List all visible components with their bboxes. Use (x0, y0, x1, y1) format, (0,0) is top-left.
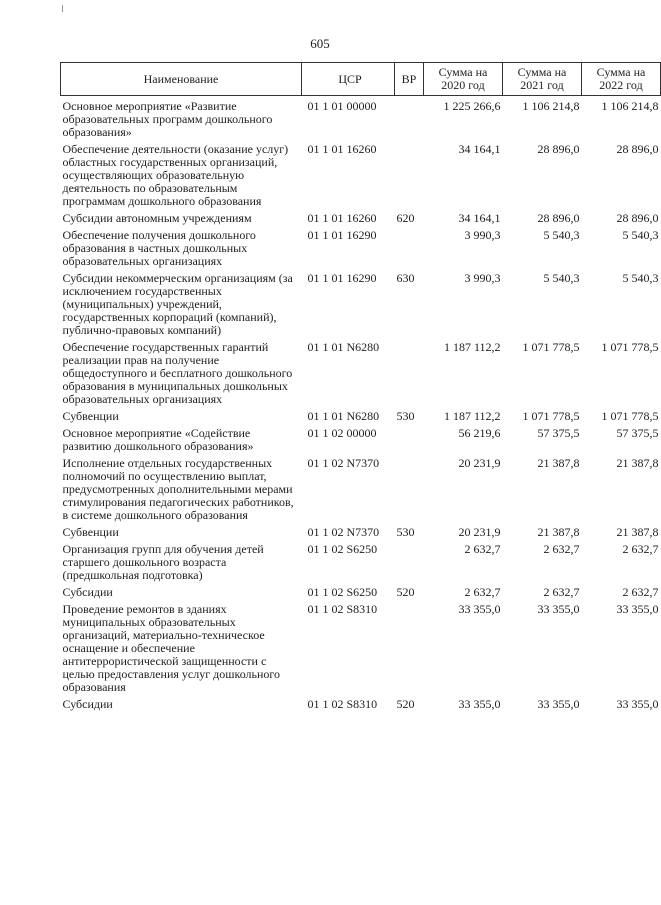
table-row (61, 522, 661, 539)
row-sum-2022: 21 387,8 (616, 525, 659, 539)
row-name: Исполнение отдельных государственных полномочий по осуществлению выплат, предусмотренных дополнительными мерами стимулирования педагогических работников, в системе дошкольного образования (62, 456, 294, 522)
row-name: Организация групп для обучения детей старшего дошкольного возраста (предшкольная подготовка) (62, 542, 264, 582)
row-sum-2020: 56 219,6 (458, 426, 501, 440)
row-sum-2021: 5 540,3 (543, 228, 580, 242)
row-csr: 01 1 01 16290 (307, 228, 377, 242)
row-sum-2020: 1 187 112,2 (443, 409, 501, 423)
header-sum-2022: Сумма на 2022 год (582, 63, 661, 96)
row-name: Основное мероприятие «Содействие развитию дошкольного образования» (62, 426, 254, 453)
table-body (61, 96, 661, 712)
header-name: Наименование (61, 63, 302, 96)
row-name: Субвенции (62, 525, 119, 539)
row-sum-2022: 1 106 214,8 (601, 99, 659, 113)
row-sum-2020: 20 231,9 (458, 456, 501, 470)
table-row (61, 208, 661, 225)
row-sum-2021: 57 375,5 (537, 426, 580, 440)
row-csr: 01 1 01 16290 (307, 271, 377, 285)
page-number: 605 (310, 36, 330, 51)
header-sum-2021: Сумма на 2021 год (503, 63, 582, 96)
row-sum-2021: 21 387,8 (537, 456, 580, 470)
row-vr: 520 (396, 585, 415, 599)
row-vr (395, 139, 424, 208)
row-sum-2022: 33 355,0 (616, 697, 659, 711)
row-csr: 01 1 01 N6280 (307, 340, 380, 354)
row-vr: 530 (396, 525, 415, 539)
row-sum-2021: 5 540,3 (543, 271, 580, 285)
row-vr (395, 599, 424, 694)
row-name: Субсидии автономным учреждениям (62, 211, 252, 225)
row-sum-2022: 2 632,7 (622, 585, 659, 599)
row-sum-2022: 1 071 778,5 (601, 340, 659, 354)
table-row (61, 268, 661, 337)
row-vr: 620 (396, 211, 415, 225)
row-sum-2022: 28 896,0 (616, 211, 659, 225)
row-sum-2022: 57 375,5 (616, 426, 659, 440)
row-vr (395, 225, 424, 268)
row-vr (395, 453, 424, 522)
row-name: Основное мероприятие «Развитие образовательных программ дошкольного образования» (62, 99, 273, 139)
table-row (61, 694, 661, 711)
table-row (61, 423, 661, 453)
row-sum-2021: 1 106 214,8 (522, 99, 580, 113)
row-vr (395, 423, 424, 453)
table-row (61, 599, 661, 694)
row-sum-2020: 2 632,7 (464, 585, 501, 599)
table-row (61, 337, 661, 406)
row-name: Обеспечение деятельности (оказание услуг) областных государственных организаций, осуществляющих образовательную деятельность по образовательным программам дошкольного образования (62, 142, 289, 208)
row-sum-2021: 1 071 778,5 (522, 409, 580, 423)
row-sum-2021: 21 387,8 (537, 525, 580, 539)
row-name: Субсидии (62, 585, 113, 599)
row-vr (395, 539, 424, 582)
table-row (61, 539, 661, 582)
row-sum-2021: 33 355,0 (537, 697, 580, 711)
header-csr: ЦСР (302, 63, 395, 96)
row-name: Субсидии некоммерческим организациям (за исключением государственных (муниципальных) учреждений, государственных корпораций (компаний), публично-правовых компаний) (62, 271, 293, 337)
row-csr: 01 1 02 N7370 (307, 456, 380, 470)
header-sum-2020: Сумма на 2020 год (424, 63, 503, 96)
row-sum-2020: 20 231,9 (458, 525, 501, 539)
budget-table (60, 62, 661, 711)
row-vr (395, 96, 424, 140)
row-csr: 01 1 02 00000 (307, 426, 377, 440)
row-sum-2021: 33 355,0 (537, 602, 580, 616)
row-csr: 01 1 02 S6250 (307, 585, 378, 599)
row-name: Обеспечение государственных гарантий реализации прав на получение общедоступного и бесплатного дошкольного образования в муниципальных дошкольных образовательных организациях (62, 340, 293, 406)
row-sum-2022: 21 387,8 (616, 456, 659, 470)
row-csr: 01 1 02 N7370 (307, 525, 380, 539)
row-sum-2022: 28 896,0 (616, 142, 659, 156)
row-name: Субвенции (62, 409, 119, 423)
row-csr: 01 1 01 00000 (307, 99, 377, 113)
table-row (61, 582, 661, 599)
row-csr: 01 1 01 16260 (307, 142, 377, 156)
row-name: Обеспечение получения дошкольного образования в частных дошкольных образовательных организациях (62, 228, 256, 268)
row-sum-2020: 34 164,1 (458, 211, 501, 225)
row-csr: 01 1 02 S8310 (307, 602, 378, 616)
row-sum-2022: 1 071 778,5 (601, 409, 659, 423)
row-vr: 630 (396, 271, 415, 285)
row-sum-2022: 5 540,3 (622, 271, 659, 285)
row-sum-2021: 28 896,0 (537, 142, 580, 156)
row-sum-2020: 2 632,7 (464, 542, 501, 556)
row-name: Субсидии (62, 697, 113, 711)
row-sum-2020: 33 355,0 (458, 602, 501, 616)
scan-mark (62, 5, 63, 12)
row-sum-2022: 2 632,7 (622, 542, 659, 556)
table-row (61, 406, 661, 423)
row-sum-2022: 5 540,3 (622, 228, 659, 242)
row-sum-2021: 2 632,7 (543, 542, 580, 556)
row-vr: 520 (396, 697, 415, 711)
row-sum-2020: 1 187 112,2 (443, 340, 501, 354)
row-sum-2021: 1 071 778,5 (522, 340, 580, 354)
row-sum-2020: 1 225 266,6 (443, 99, 501, 113)
header-vr: ВР (395, 63, 424, 96)
table-row (61, 96, 661, 140)
row-sum-2021: 28 896,0 (537, 211, 580, 225)
row-sum-2022: 33 355,0 (616, 602, 659, 616)
table-header-row (61, 63, 661, 96)
row-csr: 01 1 01 N6280 (307, 409, 380, 423)
row-vr: 530 (396, 409, 415, 423)
row-csr: 01 1 01 16260 (307, 211, 377, 225)
table-row (61, 453, 661, 522)
row-sum-2020: 34 164,1 (458, 142, 501, 156)
row-sum-2020: 3 990,3 (464, 228, 501, 242)
row-sum-2021: 2 632,7 (543, 585, 580, 599)
row-csr: 01 1 02 S6250 (307, 542, 378, 556)
row-sum-2020: 3 990,3 (464, 271, 501, 285)
row-vr (395, 337, 424, 406)
row-name: Проведение ремонтов в зданиях муниципальных образовательных организаций, материально-техническое оснащение и обеспечение антитеррористической защищенности с целью предоставления услуг дошкольного образования (62, 602, 281, 694)
row-csr: 01 1 02 S8310 (307, 697, 378, 711)
row-sum-2020: 33 355,0 (458, 697, 501, 711)
table-row (61, 139, 661, 208)
table-row (61, 225, 661, 268)
